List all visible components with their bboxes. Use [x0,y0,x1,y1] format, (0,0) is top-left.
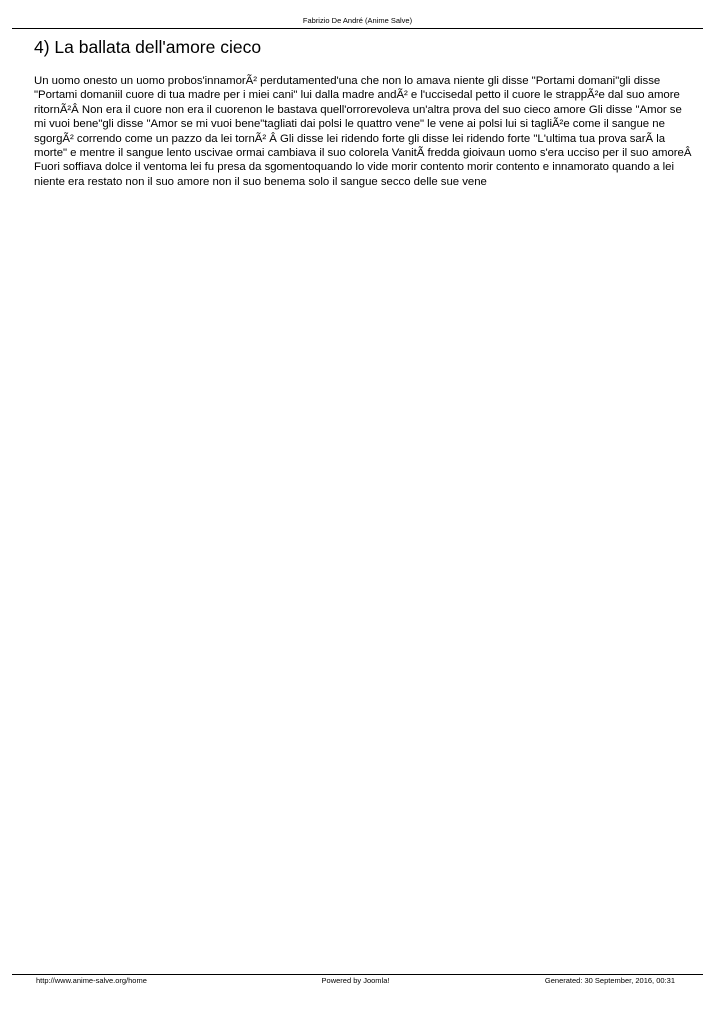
article-body: Un uomo onesto un uomo probos'innamorÃ² perdutamented'una che non lo amava niente gli disse "Portami domani"gli disse "Portami domaniil cuore di tua madre per i miei cani" lui dalla madre andÃ² e l'uccisedal petto il cuore le strappÃ²e dal suo amore ritornÃ²Â Non era il cuore non era il cuorenon le bastava quell'orrorevoleva un'altra prova del suo cieco amore Gli disse "Amor se mi vuoi bene"gli disse "Amor se mi vuoi bene"tagliati dai polsi le quattro vene" le vene ai polsi lui si tagliÃ²e come il sangue ne sgorgÃ² correndo come un pazzo da lei tornÃ² Â Gli disse lei ridendo forte gli disse lei ridendo forte "L'ultima tua prova sarÃ la morte" e mentre il sangue lento uscivae ormai cambiava il suo colorela VanitÃ fredda gioivaun uomo s'era ucciso per il suo amoreÂ Fuori soffiava dolce il ventoma lei fu presa da sgomentoquando lo vide morir contento morir contento e innamorato quando a lei niente era restato non il suo amore non il suo benema solo il sangue secco delle sue vene [34,75,692,188]
footer-powered-by: Powered by Joomla! [321,976,390,985]
footer-generated-date: Generated: 30 September, 2016, 00:31 [544,976,675,985]
header-divider [12,28,703,29]
page-footer [36,976,675,986]
page-header: Fabrizio De André (Anime Salve) [302,16,413,25]
article-title: 4) La ballata dell'amore cieco [34,37,262,57]
footer-site-link[interactable]: http://www.anime-salve.org/home [36,976,147,985]
footer-divider [12,974,703,975]
